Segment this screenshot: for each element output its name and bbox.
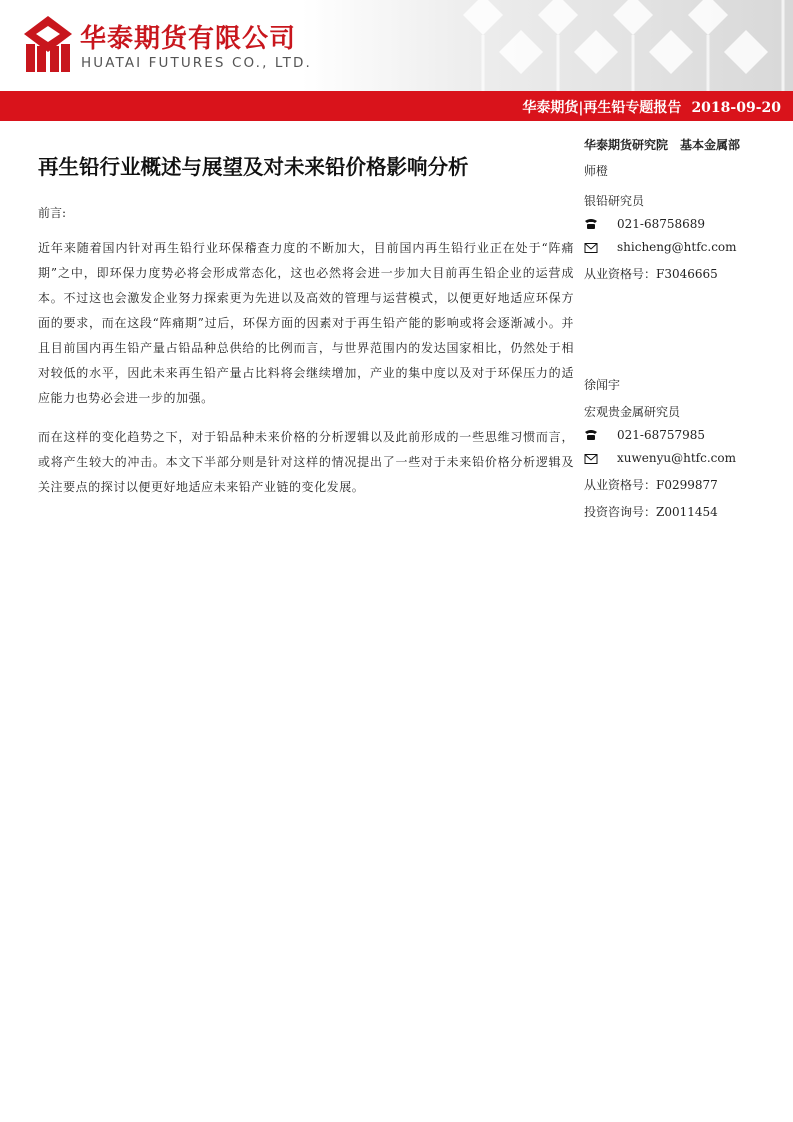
company-name-en: HUATAI FUTURES CO., LTD.: [81, 55, 312, 71]
phone-icon: [584, 429, 598, 441]
department-heading: 华泰期货研究院 基本金属部: [584, 138, 741, 152]
company-name-cn: 华泰期货有限公司: [80, 24, 297, 54]
email-icon: [584, 242, 598, 254]
email-icon: [584, 453, 598, 465]
analyst-name: 徐闻宇: [584, 378, 621, 392]
analyst-phone: 021-68757985: [617, 428, 706, 442]
analyst-phone: 021-68758689: [617, 217, 706, 231]
company-logo-icon: [24, 16, 72, 72]
report-header: [0, 0, 793, 91]
body-paragraph-1: 近年来随着国内针对再生铅行业环保稽查力度的不断加大，目前国内再生铅行业正在处于“阵痛期”之中，即环保力度势必将会形成常态化，这也必然将会进一步加大目前再生铅企业的运营成本。不过这也会激发企业努力探索更为先进以及高效的管理与运营模式，以便更好地适应环保方面的要求，而在这段“阵痛期”过后，环保方面的因素对于再生铅产能的影响或将会逐渐减小。并且目前国内再生铅产量占铅品种总供给的比例而言，与世界范围内的发达国家相比，仍然处于相对较低的水平，因此未来再生铅产量占比料将会继续增加，产业的集中度以及对于环保压力的适应能力也势必会进一步的加强。: [38, 241, 574, 405]
header-decoration: [463, 0, 793, 91]
report-banner-text: [522, 97, 781, 117]
analyst-role: 银铅研究员: [584, 194, 645, 208]
phone-icon: [584, 218, 598, 230]
foreword-label: 前言:: [38, 206, 67, 220]
report-banner: [0, 91, 793, 121]
body-paragraph-2: 而在这样的变化趋势之下，对于铅品种未来价格的分析逻辑以及此前形成的一些思维习惯而言，或将产生较大的冲击。本文下半部分则是针对这样的情况提出了一些对于未来铅价格分析逻辑及关注要点的探讨以便更好地适应未来铅产业链的变化发展。: [38, 430, 574, 494]
report-title: 再生铅行业概述与展望及对未来铅价格影响分析: [38, 155, 469, 179]
analyst-license: 从业资格号：F3046665: [584, 267, 718, 281]
analyst-consult-license: 投资咨询号：Z0011454: [584, 505, 718, 519]
analyst-email[interactable]: shicheng@htfc.com: [617, 240, 737, 254]
report-date: 2018-09-20: [691, 100, 781, 116]
report-tag: 华泰期货|再生铅专题报告: [522, 100, 682, 116]
analyst-name: 师橙: [584, 164, 609, 178]
analyst-license: 从业资格号：F0299877: [584, 478, 718, 492]
analyst-email[interactable]: xuwenyu@htfc.com: [617, 451, 736, 465]
analyst-role: 宏观贵金属研究员: [584, 405, 681, 419]
